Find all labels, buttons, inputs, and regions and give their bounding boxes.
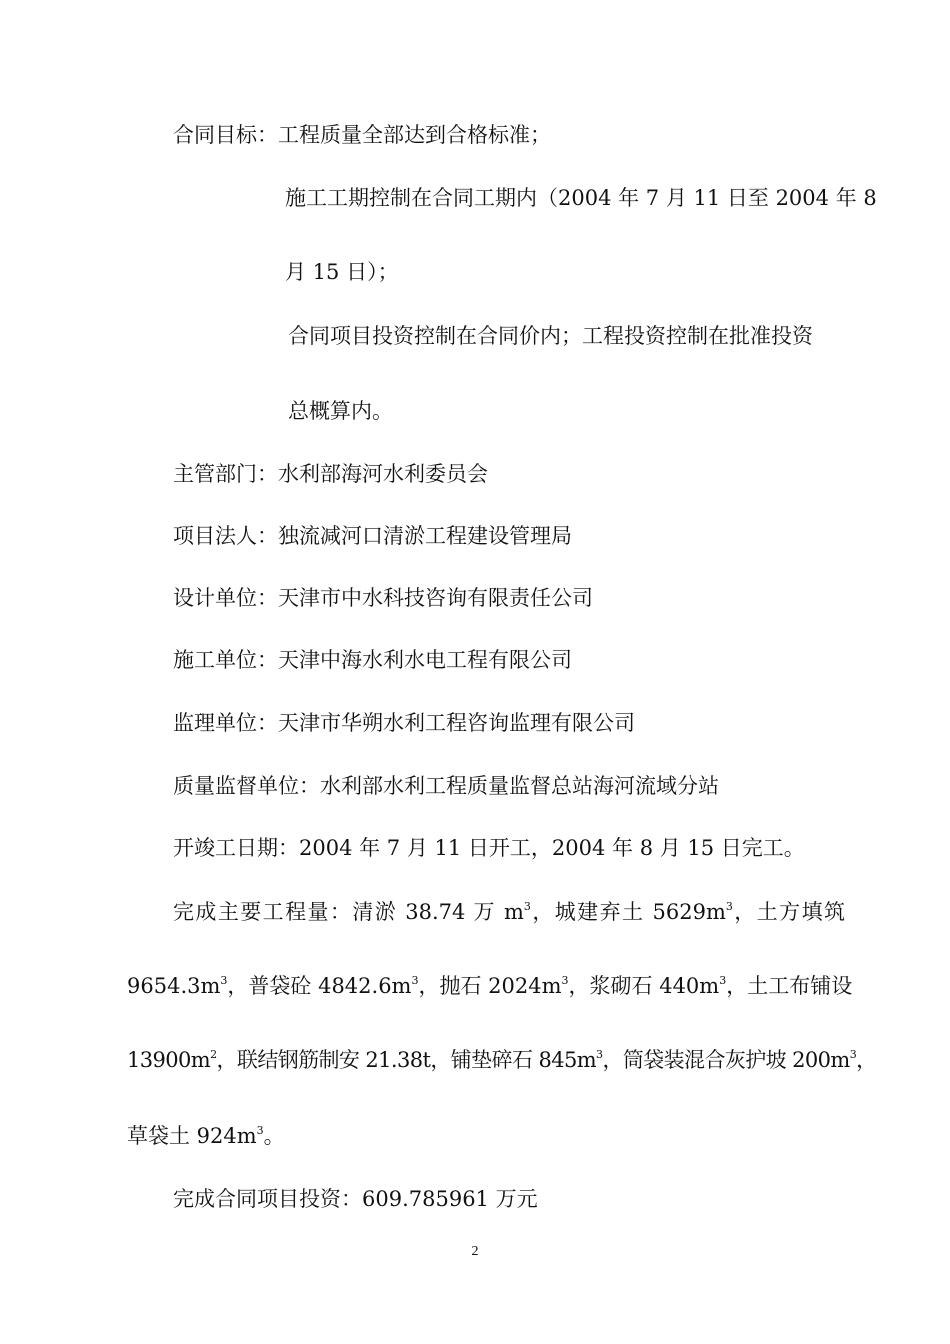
quantities-line-1: 完成主要工程量：清淤 38.74 万 $m^3$，城建弃土 $5629m^3$，土方填筑 bbox=[173, 900, 845, 924]
contract-goal-quality: 工程质量全部达到合格标准； bbox=[278, 123, 551, 147]
supervisor-line: 监理单位：天津市华朔水利工程咨询监理有限公司 bbox=[173, 711, 635, 735]
contract-goal-label: 合同目标： bbox=[173, 123, 278, 147]
dates-line: 开竣工日期：2004 年 7 月 11 日开工，2004 年 8 月 15 日完工。 bbox=[173, 836, 805, 860]
authority-line: 主管部门：水利部海河水利委员会 bbox=[173, 462, 488, 486]
contract-goal-investment-cont: 总概算内。 bbox=[288, 399, 393, 423]
contract-goal-schedule: 施工工期控制在合同工期内（2004 年 7 月 11 日至 2004 年 8 bbox=[285, 186, 877, 210]
quality-supervision-line: 质量监督单位：水利部水利工程质量监督总站海河流域分站 bbox=[173, 774, 719, 798]
investment-line: 完成合同项目投资：609.785961 万元 bbox=[173, 1187, 538, 1211]
quantities-line-2: $9654.3m^3$，普袋砼 $4842.6m^3$，抛石 $2024m^3$，浆砌石 $440m^3$，土工布铺设 bbox=[127, 974, 853, 998]
contract-goal-line-1 bbox=[173, 120, 551, 150]
page-number: 2 bbox=[471, 1244, 479, 1259]
contract-goal-investment: 合同项目投资控制在合同价内；工程投资控制在批准投资 bbox=[288, 324, 813, 348]
quantities-line-4: 草袋土 $924m^3$。 bbox=[127, 1124, 285, 1148]
contractor-line: 施工单位：天津中海水利水电工程有限公司 bbox=[173, 648, 572, 672]
contract-goal-schedule-cont: 月 15 日）； bbox=[285, 260, 399, 284]
quantities-line-3: $13900m^2$，联结钢筋制安 21.38t，铺垫碎石 $845m^3$，筒袋装混合灰护坡 $200m^3$， bbox=[127, 1048, 877, 1072]
legal-person-line: 项目法人：独流减河口清淤工程建设管理局 bbox=[173, 524, 572, 548]
designer-line: 设计单位：天津市中水科技咨询有限责任公司 bbox=[173, 586, 593, 610]
